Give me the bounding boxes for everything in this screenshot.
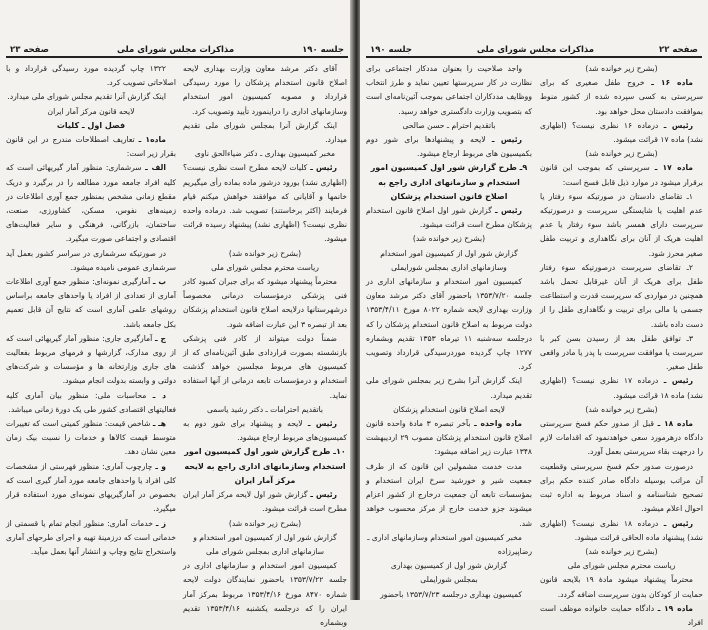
- paragraph-text: ضمناً دولت میتواند از کادر فنی پزشکی بازنشسته بصورت قراردادی طبق آئین‌نامه‌ای که از کمیسیون های مربوط مجلسین خواهد گذشت استخدام و درمؤسسات تابعه درمانی از آنها استفاده نماید.: [183, 333, 347, 400]
- paragraph-text: (بشرح زیر خوانده شد): [585, 404, 658, 414]
- centered-line: [366, 403, 532, 417]
- speaker-or-article-label: ب ـ: [152, 277, 166, 287]
- paragraph: [183, 62, 347, 119]
- paragraph-text: لایحه و پیشنهاد برای شور دوم به کمیسیون‌های مربوط ارجاع میشود.: [183, 419, 347, 443]
- paragraph-text: باتقدیم احترام ـ حسن صالحی: [402, 120, 496, 130]
- paragraph: [366, 62, 532, 119]
- paragraph-text: گزارش شور اول از کمیسیون بهداری: [390, 561, 508, 571]
- centered-line: [366, 119, 532, 133]
- paragraph: [540, 517, 703, 545]
- paragraph-text: گزارش شور اول لایحه مرکز آمار ایران مطرح است قرائت میشود.: [183, 490, 347, 514]
- column-right: [183, 62, 347, 630]
- paragraph-text: گزارش شور اول اصلاح قانون استخدام پزشکان مطرح است قرائت میشود.: [366, 206, 532, 230]
- paragraph: [183, 161, 347, 246]
- speaker-or-article-label: رئیس ـ: [663, 518, 693, 528]
- paragraph: [366, 417, 532, 460]
- paragraph: [6, 517, 176, 560]
- paragraph-text: لایحه و پیشنهادها برای شور دوم بکمیسیون های مربوط ارجاع میشود.: [366, 135, 532, 159]
- paragraph-text: آقای دکتر مرشد معاون وزارت بهداری لایحه اصلاح قانون استخدام پزشکان را مورد رسیدگی قرارداد و مصوبه کمیسیون امور استخدام وسازمانهای اداری را دراینمورد تأیید وتصویب کرد.: [183, 64, 347, 116]
- centered-line: [366, 559, 532, 573]
- speaker-or-article-label: رئیس ـ: [663, 376, 693, 386]
- paragraph-text: خروج طفل صغیری که برای سرپرستی به کسی سپرده شده از کشور منوط بموافقت دادستان محل خواهد بود.: [540, 78, 703, 116]
- paragraph: [6, 133, 176, 161]
- paragraph: [540, 190, 703, 261]
- paragraph-text: چارچوب آماری: منظور فهرستی از مشخصات کلی افراد یا واحدهای جامعه مورد آمار گیری است که بخصوص در آمارگیریهای نمونه‌ای مورد استفاده قرار میگیرد.: [6, 461, 176, 514]
- paragraph-text: مخبر کمیسیون بهداری ـ دکتر ضیاءالحق ناوی: [194, 149, 336, 159]
- paragraph: [183, 488, 347, 516]
- paragraph: [540, 119, 703, 147]
- section-heading: [366, 161, 532, 204]
- paragraph: [6, 275, 176, 332]
- paragraph: [6, 332, 176, 389]
- centered-line: [183, 403, 347, 417]
- paragraph-text: اینک گزارش آنرا تقدیم مجلس شورای ملی میدارد.: [7, 92, 166, 102]
- paragraph-text: (بشرح زیر خوانده شد): [585, 64, 658, 73]
- paragraph: [6, 247, 176, 275]
- running-title: مذاکرات مجلس شورای ملی: [476, 45, 595, 55]
- speaker-or-article-label: رئیس ـ: [310, 490, 338, 500]
- paragraph-text: (بشرح زیر خوانده شد): [412, 234, 486, 244]
- centered-line: [366, 232, 532, 246]
- section-heading: [6, 119, 176, 133]
- paragraph-text: کمیسیون امور استخدام و سازمانهای اداری در جلسه ۱۳۵۳/۷/۲۰ باحضور آقای دکتر مرشد معاون وزارت بهداری لایحه شماره ۸۰۲۲ مورخ ۱۳۵۳/۴/۱۱ دولت مربوط به اصلاح قانون استخدام پزشکان را که درجلسه سه‌شنبه ۱۱ تیرماه ۱۳۵۳ تقدیم وبشماره ۱۲۷۷ چاپ گردیده موردرسیدگی قرارداد وتصویب کرد.: [366, 277, 533, 372]
- paragraph: [366, 374, 532, 402]
- paragraph: [540, 261, 703, 332]
- paragraph-text: در صورتیکه سرشماری در سراسر کشور بعمل آید سرشماری عمومی نامیده میشود.: [6, 248, 176, 272]
- paragraph-text: تعاریف اصطلاحات مندرج در این قانون بقرار زیر است:: [6, 135, 176, 159]
- paragraph-text: واجد صلاحیت را بعنوان مددکار اجتماعی برای نظارت در کار سرپرستها تعیین نماید و طرز انتخاب ووظایف مددکاران اجتماعی بموجب آئین‌نامه‌ای است که بتصویب وزارت دادگستری خواهد رسید.: [366, 64, 532, 116]
- paragraph-text: کمیسیون بهداری درجلسه ۱۳۵۳/۷/۲۳ باحضور: [380, 589, 522, 599]
- speaker-or-article-label: ماده ۱۷ ـ: [654, 163, 693, 173]
- paragraph-text: اینک گزارش آنرا بمجلس شورای ملی تقدیم میدارد.: [183, 120, 347, 145]
- paragraph-text: (بشرح زیر خوانده شد): [228, 518, 302, 528]
- centered-line: [183, 247, 347, 261]
- paragraph-text: بآخر تبصره ۳ مادهٔ واحده قانون اصلاح قانون استخدام پزشکان مصوب ۲۹ اردیبهشت ۱۳۴۸ عبارت زیر اضافه میشود:: [366, 419, 532, 457]
- centered-line: [183, 517, 347, 531]
- paragraph-text: کلیات لایحه مطرح است نظری نیست؟ (اظهاری نشد) بورود درشور ماده بماده رأی میگیریم خانمها و آقایانی که موافقند خواهش میکنم قیام فرمایند (اکثر برخاستند) تصویب شد. درماده واحده نظری نیست؟ (اظهاری نشد) پیشنهاد رسیده قرائت میشود.: [183, 163, 347, 244]
- paragraph: [366, 133, 532, 161]
- speaker-or-article-label: و ـ: [155, 461, 166, 471]
- page-number: صفحه ۲۳: [10, 45, 49, 55]
- paragraph-text: قبل از صدور حکم فسخ سرپرستی دادگاه درهرمورد سعی خواهدنمود که اقدامات لازم را درجهت بقاء سرپرستی بعمل آورد.: [540, 419, 703, 457]
- paragraph: [540, 161, 703, 189]
- paragraph-text: محاسبات ملی: منظور بیان آماری کلیه فعالیتهای اقتصادی کشور طی یک دورهٔ زمانی میباشد.: [6, 390, 176, 414]
- speaker-or-article-label: رئیس ـ: [494, 206, 523, 216]
- paragraph-text: محترماً پیشنهاد میشود که برای جبران کمبود کادر فنی پزشکی درمؤسسات درمانی مخصوصاً درشهرستانها درلایحه اصلاح قانون استخدام پزشکان بعد از تبصره ۳ این عبارت اضافه شود.: [183, 277, 347, 329]
- paragraph: [540, 332, 703, 375]
- paragraph: [366, 204, 532, 232]
- paragraph-text: سرشماری: منظور آمار گیریهائی است که کلیه افراد جامعه مورد مطالعه را در برگیرد و دریک مقطع زمانی مشخص بمنظور جمع آوری اطلاعات در زمینه‌های نفوس، مسکن، کشاورزی، صنعت، ساختمان، بازرگانی، فرهنگی و سایر فعالیت‌های اقتصادی و اجتماعی صورت میگیرد.: [6, 163, 176, 244]
- paragraph-text: فصل اول ـ کلیات: [56, 120, 126, 130]
- speaker-or-article-label: ز ـ: [155, 518, 166, 528]
- paragraph-text: بمجلس شورایملی: [420, 575, 478, 585]
- paragraph-text: (بشرح زیر خوانده شد): [585, 546, 658, 556]
- paragraph: [183, 275, 347, 332]
- centered-line: [540, 147, 703, 161]
- page-number: صفحه ۲۲: [659, 45, 698, 55]
- page-header: [6, 40, 348, 58]
- centered-line: [366, 573, 532, 587]
- paragraph: [183, 417, 347, 445]
- paragraph: [183, 332, 347, 403]
- paragraph-text: درماده ۱۸ نظری نیست؟ (اظهاری نشد) پیشنهاد ماده الحاقی قرائت میشود.: [540, 518, 703, 542]
- paragraph-text: گزارش شور اول از کمیسیون امور استخدام وسازمانهای اداری بمجلس شورایملی: [380, 248, 518, 272]
- paragraph-text: ریاست محترم مجلس شورای ملی: [211, 262, 319, 272]
- paragraph-text: ۲ـ تقاضای سرپرست درصورتیکه سوء رفتار طفل برای هریک از آنان غیرقابل تحمل باشد همچنین در مواردی که سرپرست قدرت و استطاعت جسمی یا مالی برای تربیت و نگاهداری طفل را از دست داده باشد.: [540, 262, 703, 329]
- column-left: [6, 62, 176, 559]
- paragraph: [366, 531, 532, 559]
- speaker-or-article-label: رئیس ـ: [310, 163, 338, 173]
- paragraph-text: (بشرح زیر خوانده شد): [228, 248, 302, 258]
- session-number: جلسه ۱۹۰: [302, 45, 344, 55]
- speaker-or-article-label: د ـ: [152, 390, 166, 400]
- speaker-or-article-label: ماده ۱۸ ـ: [657, 419, 693, 429]
- paragraph: [540, 374, 703, 402]
- paragraph-text: مخبر کمیسیون امور استخدام وسازمانهای اداری ـ رضاپیرزاده: [367, 532, 532, 556]
- paragraph: [6, 161, 176, 246]
- paragraph-text: اینک گزارش آنرا بشرح زیر بمجلس شورای ملی تقدیم میدارد.: [366, 376, 532, 400]
- speaker-or-article-label: ماده ۱۶ ـ: [651, 78, 693, 88]
- paragraph: [6, 90, 176, 104]
- paragraph-text: سرپرستی که بموجب این قانون برقرار میشود در موارد ذیل قابل فسخ است:: [540, 163, 703, 187]
- paragraph-text: ۹ـ طرح گزارش شور اول کمیسیون امور استخدام و سازمانهای اداری راجع به اصلاح قانون استخدام پزشکان: [370, 163, 528, 201]
- centered-line: [183, 531, 347, 559]
- paragraph: [6, 417, 176, 460]
- centered-line: [540, 559, 703, 573]
- page-header: [366, 40, 702, 58]
- centered-line: [6, 105, 176, 119]
- paragraph: [6, 389, 176, 417]
- centered-line: [366, 247, 532, 275]
- paragraph: [366, 275, 532, 374]
- paragraph-text: لایحه قانون مرکز آمار ایران: [47, 106, 135, 116]
- speaker-or-article-label: الف ـ: [145, 163, 166, 173]
- session-number: جلسه ۱۹۰: [370, 45, 412, 55]
- paragraph: [540, 573, 703, 601]
- speaker-or-article-label: ماده واحده ـ: [474, 419, 522, 429]
- centered-line: [540, 403, 703, 417]
- speaker-or-article-label: ج ـ: [154, 333, 166, 343]
- left-page: [0, 0, 352, 627]
- speaker-or-article-label: هـ ـ: [152, 419, 166, 429]
- paragraph-text: درماده ۱۶ نظری نیست؟ (اظهاری نشد) ماده ۱۷ قرائت میشود.: [540, 120, 703, 145]
- centered-line: [540, 62, 703, 76]
- paragraph: [540, 76, 703, 119]
- paragraph-text: محترماً پیشنهاد میشود مادهٔ ۱۹ بلایحه قانون حمایت از کودکان بدون سرپرست اضافه گردد.: [540, 575, 703, 599]
- running-title: مذاکرات مجلس شورای ملی: [116, 45, 235, 55]
- paragraph-text: لایحه اصلاح قانون استخدام پزشکان: [393, 404, 505, 414]
- speaker-or-article-label: ماده۱ ـ: [138, 135, 166, 145]
- paragraph: [6, 460, 176, 517]
- paragraph-text: ۱ـ تقاضای دادستان در صورتیکه سوء رفتار یا عدم اهلیت یا شایستگی سرپرست و درصورتیکه سرپرست دارای همسر باشد سوء رفتار یا عدم اهلیت هریک از آنان برای نگاهداری و تربیت طفل صغیر محرز شود.: [540, 191, 703, 258]
- speaker-or-article-label: ماده ۱۹ ـ: [657, 603, 694, 613]
- paragraph: [540, 460, 703, 517]
- speaker-or-article-label: رئیس ـ: [307, 419, 337, 429]
- paragraph-text: باتقدیم احترامات ـ دکتر رشید یاسمی: [206, 404, 324, 414]
- paragraph-text: ریاست محترم مجلس شورای ملی: [567, 561, 676, 571]
- speaker-or-article-label: رئیس ـ: [663, 120, 693, 130]
- paragraph-text: مدت خدمت مشمولین این قانون که از طرف جمعیت شیر و خورشید سرخ ایران استخدام و بمؤسسات تابعه آن جمعیت درخارج از کشور اعزام میشوند جزو خدمت خارج از مرکز محسوب خواهد شد.: [366, 461, 532, 528]
- paragraph-text: خدمات آماری: منظور انجام تمام یا قسمتی از خدماتی است که درزمینهٔ تهیه و اجرای طرحهای آماری واستخراج نتایج وچاپ و انتشار آنها بعمل میآید.: [6, 518, 176, 556]
- paragraph: [366, 460, 532, 531]
- paragraph-text: دادگاه حمایت خانواده موظف است افراد: [540, 603, 703, 627]
- paragraph: [540, 417, 703, 460]
- section-heading: [183, 445, 347, 488]
- speaker-or-article-label: رئیس ـ: [491, 135, 522, 145]
- paragraph-text: ۱۳۲۲ چاپ گردیده مورد رسیدگی قرارداد و با اصلاحاتی تصویب کرد.: [6, 64, 176, 88]
- column-left: [366, 62, 532, 602]
- centered-line: [183, 261, 347, 275]
- paragraph: [183, 559, 347, 630]
- paragraph-text: ۳ـ توافق طفل بعد از رسیدن بسن کبر با سرپرست یا موافقت سرپرست با پدر یا مادر واقعی طفل صغیر.: [540, 333, 703, 372]
- paragraph: [183, 119, 347, 147]
- paragraph-text: درماده ۱۷ نظری نیست؟ (اظهاری نشد) ماده ۱۸ قرائت میشود.: [540, 376, 703, 400]
- centered-line: [183, 147, 347, 161]
- paragraph-text: ۱۰ـ طرح گزارش شور اول کمیسیون امور استخدام وسازمانهای اداری راجع به لایحه مرکز آمار ایران: [184, 447, 346, 485]
- paragraph-text: گزارش شور اول از کمیسیون امور استخدام و سازمانهای اداری بمجلس شورای ملی: [193, 532, 337, 556]
- paragraph: [540, 602, 703, 630]
- centered-line: [540, 545, 703, 559]
- column-right: [540, 62, 703, 630]
- paragraph: [6, 62, 176, 90]
- paragraph-text: (بشرح زیر خوانده شد): [585, 149, 658, 159]
- paragraph-text: شاخص قیمت: منظور کمیتی است که تغییرات متوسط قیمت کالاها و خدمات را نسبت بیک زمان معین نشان دهد.: [6, 419, 176, 457]
- paragraph-text: درصورت صدور حکم فسخ سرپرستی وقطعیت آن مراتب بوسیله دادگاه صادر کننده حکم برای تصحیح شناسنامه و اسناد مربوط به اداره ثبت احوال اعلام میشود.: [540, 461, 703, 514]
- paragraph-text: آمارگیری نمونه‌ای: منظور جمع آوری اطلاعات آماری از تعدادی از افراد یا واحدهای جامعه براساس روشهای علمی آماری است که نتایج آن قابل تعمیم بکل جامعه باشد.: [6, 277, 176, 329]
- paragraph-text: آمارگیری جاری: منظور آمار گیریهائی است که از روی مدارک، گزارشها و فرمهای مربوط بفعالیت های جاری وزارتخانه ها و مؤسسات و شرکت‌های دولتی و وابسته بدولت انجام میشود.: [6, 333, 176, 386]
- paragraph-text: کمیسیون امور استخدام و سازمانهای اداری در جلسه ۱۳۵۳/۷/۲۲ باحضور نمایندگان دولت لایحه شماره ۸۴۷۰ مورخ ۱۳۵۳/۴/۱۶ مربوط بمرکز آمار ایران را که درجلسه یکشنبه ۱۳۵۳/۴/۱۶ تقدیم وبشماره: [183, 561, 348, 627]
- right-page: [360, 0, 708, 627]
